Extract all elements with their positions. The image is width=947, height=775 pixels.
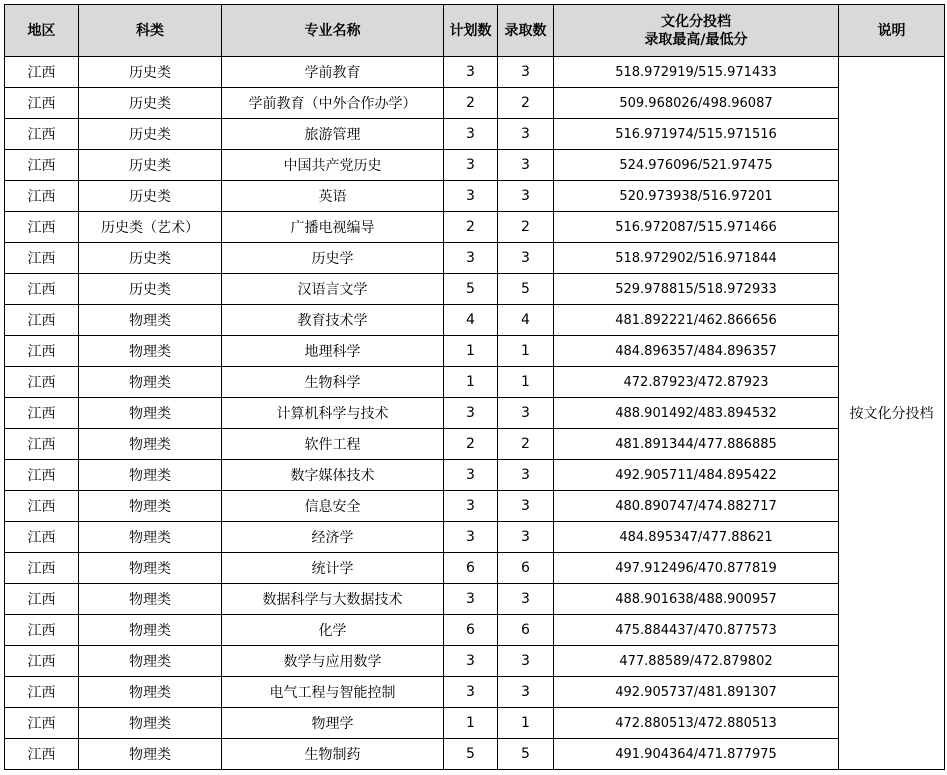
cell-score: 481.891344/477.886885 (554, 429, 839, 460)
cell-category: 物理类 (79, 739, 222, 770)
cell-category: 物理类 (79, 553, 222, 584)
table-row (5, 181, 945, 212)
cell-region: 江西 (5, 584, 79, 615)
cell-major: 数学与应用数学 (222, 646, 444, 677)
cell-region: 江西 (5, 491, 79, 522)
table-row (5, 398, 945, 429)
cell-admitted: 3 (498, 150, 554, 181)
cell-admitted: 3 (498, 57, 554, 88)
cell-plan: 2 (444, 88, 498, 119)
admission-table (4, 4, 945, 770)
cell-major: 生物科学 (222, 367, 444, 398)
cell-admitted: 3 (498, 646, 554, 677)
cell-plan: 3 (444, 398, 498, 429)
cell-region: 江西 (5, 460, 79, 491)
cell-score: 488.901638/488.900957 (554, 584, 839, 615)
cell-region: 江西 (5, 677, 79, 708)
cell-category: 历史类 (79, 88, 222, 119)
table-row (5, 57, 945, 88)
table-row (5, 305, 945, 336)
cell-plan: 3 (444, 119, 498, 150)
cell-category: 物理类 (79, 708, 222, 739)
cell-score: 477.88589/472.879802 (554, 646, 839, 677)
cell-score: 484.895347/477.88621 (554, 522, 839, 553)
table-row (5, 119, 945, 150)
cell-score: 472.87923/472.87923 (554, 367, 839, 398)
cell-plan: 1 (444, 367, 498, 398)
table-row (5, 491, 945, 522)
cell-admitted: 3 (498, 119, 554, 150)
cell-major: 英语 (222, 181, 444, 212)
cell-admitted: 4 (498, 305, 554, 336)
cell-region: 江西 (5, 305, 79, 336)
cell-major: 地理科学 (222, 336, 444, 367)
cell-admitted: 1 (498, 336, 554, 367)
cell-plan: 3 (444, 460, 498, 491)
table-row (5, 646, 945, 677)
cell-major: 信息安全 (222, 491, 444, 522)
admission-table-container (4, 4, 945, 770)
cell-plan: 6 (444, 615, 498, 646)
cell-admitted: 2 (498, 429, 554, 460)
cell-score: 529.978815/518.972933 (554, 274, 839, 305)
cell-admitted: 1 (498, 708, 554, 739)
table-row (5, 615, 945, 646)
cell-score: 509.968026/498.96087 (554, 88, 839, 119)
cell-plan: 5 (444, 739, 498, 770)
cell-region: 江西 (5, 181, 79, 212)
cell-region: 江西 (5, 150, 79, 181)
cell-score: 516.972087/515.971466 (554, 212, 839, 243)
cell-plan: 3 (444, 181, 498, 212)
cell-region: 江西 (5, 336, 79, 367)
table-row (5, 150, 945, 181)
cell-region: 江西 (5, 367, 79, 398)
cell-category: 物理类 (79, 336, 222, 367)
cell-region: 江西 (5, 57, 79, 88)
cell-admitted: 1 (498, 367, 554, 398)
cell-category: 物理类 (79, 398, 222, 429)
cell-category: 历史类 (79, 57, 222, 88)
header-major: 专业名称 (222, 5, 444, 57)
cell-plan: 1 (444, 708, 498, 739)
cell-admitted: 6 (498, 553, 554, 584)
cell-category: 物理类 (79, 584, 222, 615)
cell-major: 统计学 (222, 553, 444, 584)
cell-note: 按文化分投档 (839, 57, 945, 770)
cell-major: 学前教育（中外合作办学） (222, 88, 444, 119)
table-row (5, 584, 945, 615)
cell-category: 历史类（艺术） (79, 212, 222, 243)
cell-score: 484.896357/484.896357 (554, 336, 839, 367)
cell-admitted: 3 (498, 460, 554, 491)
cell-region: 江西 (5, 274, 79, 305)
header-score-line2: 录取最高/最低分 (644, 31, 748, 48)
cell-category: 历史类 (79, 181, 222, 212)
cell-category: 物理类 (79, 367, 222, 398)
table-row (5, 274, 945, 305)
cell-major: 电气工程与智能控制 (222, 677, 444, 708)
cell-score: 475.884437/470.877573 (554, 615, 839, 646)
cell-category: 物理类 (79, 522, 222, 553)
cell-score: 524.976096/521.97475 (554, 150, 839, 181)
cell-admitted: 6 (498, 615, 554, 646)
cell-plan: 4 (444, 305, 498, 336)
cell-admitted: 5 (498, 739, 554, 770)
cell-region: 江西 (5, 522, 79, 553)
cell-category: 历史类 (79, 119, 222, 150)
cell-plan: 2 (444, 429, 498, 460)
cell-region: 江西 (5, 646, 79, 677)
cell-admitted: 3 (498, 522, 554, 553)
cell-plan: 3 (444, 522, 498, 553)
header-score-line1: 文化分投档 (661, 13, 731, 30)
cell-category: 历史类 (79, 274, 222, 305)
cell-major: 汉语言文学 (222, 274, 444, 305)
cell-region: 江西 (5, 88, 79, 119)
cell-admitted: 3 (498, 243, 554, 274)
table-row (5, 212, 945, 243)
table-row (5, 367, 945, 398)
cell-plan: 3 (444, 646, 498, 677)
cell-plan: 3 (444, 584, 498, 615)
cell-admitted: 2 (498, 88, 554, 119)
cell-category: 物理类 (79, 677, 222, 708)
cell-score: 491.904364/471.877975 (554, 739, 839, 770)
table-row (5, 460, 945, 491)
cell-major: 软件工程 (222, 429, 444, 460)
table-row (5, 88, 945, 119)
cell-category: 物理类 (79, 460, 222, 491)
header-category: 科类 (79, 5, 222, 57)
cell-major: 广播电视编导 (222, 212, 444, 243)
cell-score: 472.880513/472.880513 (554, 708, 839, 739)
cell-admitted: 3 (498, 584, 554, 615)
cell-region: 江西 (5, 429, 79, 460)
cell-score: 518.972902/516.971844 (554, 243, 839, 274)
cell-plan: 2 (444, 212, 498, 243)
cell-admitted: 3 (498, 491, 554, 522)
table-row (5, 708, 945, 739)
table-row (5, 522, 945, 553)
cell-plan: 6 (444, 553, 498, 584)
cell-region: 江西 (5, 615, 79, 646)
cell-major: 计算机科学与技术 (222, 398, 444, 429)
cell-region: 江西 (5, 119, 79, 150)
cell-plan: 3 (444, 677, 498, 708)
cell-admitted: 2 (498, 212, 554, 243)
cell-category: 物理类 (79, 615, 222, 646)
cell-region: 江西 (5, 398, 79, 429)
header-region: 地区 (5, 5, 79, 57)
table-row (5, 429, 945, 460)
cell-plan: 3 (444, 243, 498, 274)
cell-score: 480.890747/474.882717 (554, 491, 839, 522)
cell-score: 492.905737/481.891307 (554, 677, 839, 708)
cell-category: 物理类 (79, 646, 222, 677)
cell-score: 497.912496/470.877819 (554, 553, 839, 584)
cell-region: 江西 (5, 739, 79, 770)
cell-admitted: 5 (498, 274, 554, 305)
cell-major: 旅游管理 (222, 119, 444, 150)
header-admitted: 录取数 (498, 5, 554, 57)
cell-plan: 3 (444, 491, 498, 522)
table-body (5, 57, 945, 770)
cell-score: 488.901492/483.894532 (554, 398, 839, 429)
cell-category: 历史类 (79, 150, 222, 181)
cell-admitted: 3 (498, 398, 554, 429)
cell-region: 江西 (5, 243, 79, 274)
cell-major: 化学 (222, 615, 444, 646)
cell-category: 物理类 (79, 305, 222, 336)
cell-score: 492.905711/484.895422 (554, 460, 839, 491)
cell-admitted: 3 (498, 677, 554, 708)
cell-region: 江西 (5, 708, 79, 739)
cell-plan: 1 (444, 336, 498, 367)
cell-region: 江西 (5, 553, 79, 584)
header-score (554, 5, 839, 57)
cell-plan: 5 (444, 274, 498, 305)
cell-admitted: 3 (498, 181, 554, 212)
table-row (5, 336, 945, 367)
cell-category: 物理类 (79, 491, 222, 522)
header-plan: 计划数 (444, 5, 498, 57)
cell-category: 物理类 (79, 429, 222, 460)
cell-major: 数字媒体技术 (222, 460, 444, 491)
header-note: 说明 (839, 5, 945, 57)
cell-major: 中国共产党历史 (222, 150, 444, 181)
table-row (5, 553, 945, 584)
cell-plan: 3 (444, 150, 498, 181)
cell-major: 学前教育 (222, 57, 444, 88)
cell-major: 生物制药 (222, 739, 444, 770)
table-row (5, 677, 945, 708)
cell-major: 历史学 (222, 243, 444, 274)
cell-major: 物理学 (222, 708, 444, 739)
cell-score: 481.892221/462.866656 (554, 305, 839, 336)
cell-score: 518.972919/515.971433 (554, 57, 839, 88)
cell-score: 520.973938/516.97201 (554, 181, 839, 212)
header-row (5, 5, 945, 57)
cell-score: 516.971974/515.971516 (554, 119, 839, 150)
cell-major: 经济学 (222, 522, 444, 553)
table-row (5, 243, 945, 274)
table-row (5, 739, 945, 770)
cell-plan: 3 (444, 57, 498, 88)
cell-major: 教育技术学 (222, 305, 444, 336)
cell-major: 数据科学与大数据技术 (222, 584, 444, 615)
cell-category: 历史类 (79, 243, 222, 274)
cell-region: 江西 (5, 212, 79, 243)
